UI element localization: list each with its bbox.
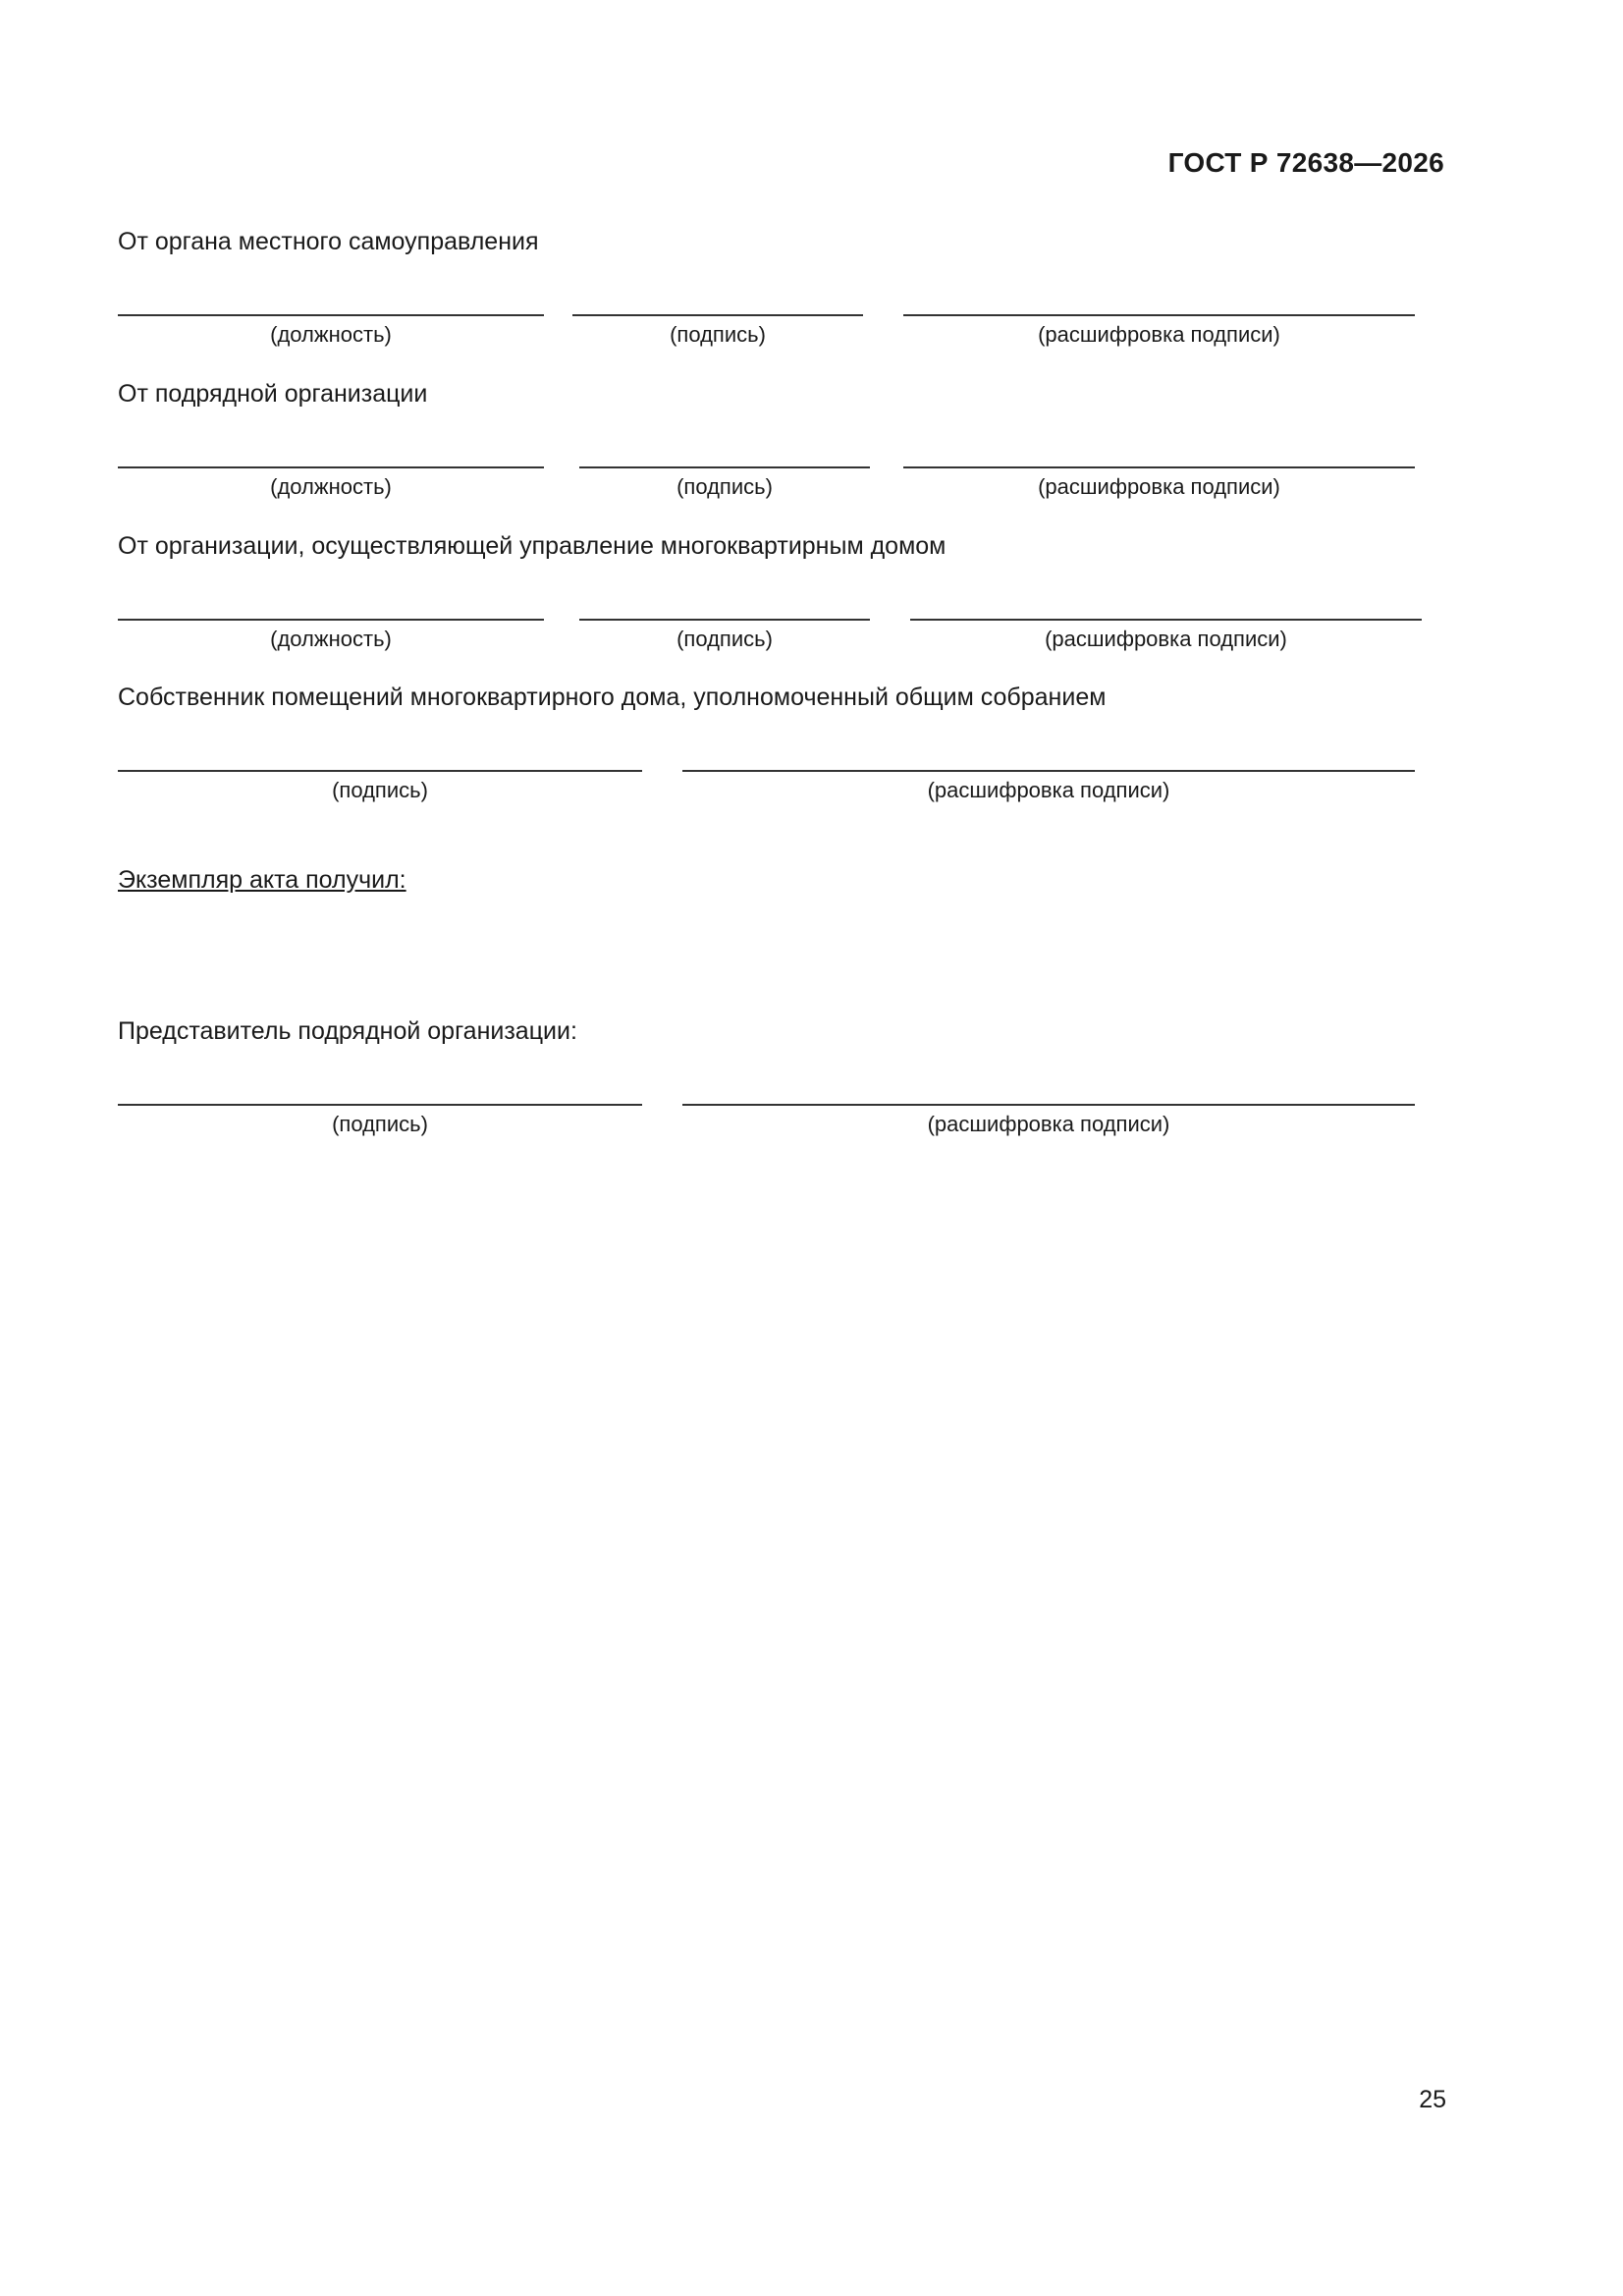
signature-transcript-line[interactable] <box>682 1104 1415 1106</box>
signature-transcript-caption: (расшифровка подписи) <box>1038 322 1280 347</box>
position-caption: (должность) <box>270 627 392 651</box>
signature-transcript-caption: (расшифровка подписи) <box>927 1112 1170 1136</box>
signature-line[interactable] <box>579 619 870 621</box>
receipt-heading-contractor-representative: Представитель подрядной организации: <box>118 1017 577 1045</box>
signature-transcript-caption: (расшифровка подписи) <box>1038 474 1280 499</box>
signature-transcript-line[interactable] <box>910 619 1422 621</box>
position-signature-line[interactable] <box>118 466 544 468</box>
signature-line[interactable] <box>579 466 870 468</box>
position-caption: (должность) <box>270 322 392 347</box>
position-signature-line[interactable] <box>118 619 544 621</box>
signature-caption: (подпись) <box>676 474 773 499</box>
block-heading-contractor: От подрядной организации <box>118 380 428 408</box>
receipt-title: Экземпляр акта получил: <box>118 866 406 894</box>
signature-transcript-caption: (расшифровка подписи) <box>927 778 1170 802</box>
signature-transcript-line[interactable] <box>903 466 1415 468</box>
signature-caption: (подпись) <box>332 778 428 802</box>
signature-line[interactable] <box>118 1104 642 1106</box>
position-caption: (должность) <box>270 474 392 499</box>
signature-transcript-line[interactable] <box>682 770 1415 772</box>
block-heading-local-government: От органа местного самоуправления <box>118 228 539 255</box>
signature-transcript-line[interactable] <box>903 314 1415 316</box>
signature-line[interactable] <box>118 770 642 772</box>
position-signature-line[interactable] <box>118 314 544 316</box>
block-heading-management-organization: От организации, осуществляющей управление многоквартирным домом <box>118 532 947 560</box>
block-heading-owner: Собственник помещений многоквартирного дома, уполномоченный общим собранием <box>118 683 1107 711</box>
signature-line[interactable] <box>572 314 863 316</box>
document-code-header: ГОСТ Р 72638—2026 <box>1167 147 1444 178</box>
signature-caption: (подпись) <box>676 627 773 651</box>
signature-caption: (подпись) <box>332 1112 428 1136</box>
signature-transcript-caption: (расшифровка подписи) <box>1045 627 1287 651</box>
signature-caption: (подпись) <box>670 322 766 347</box>
page-number: 25 <box>1419 2086 1446 2113</box>
